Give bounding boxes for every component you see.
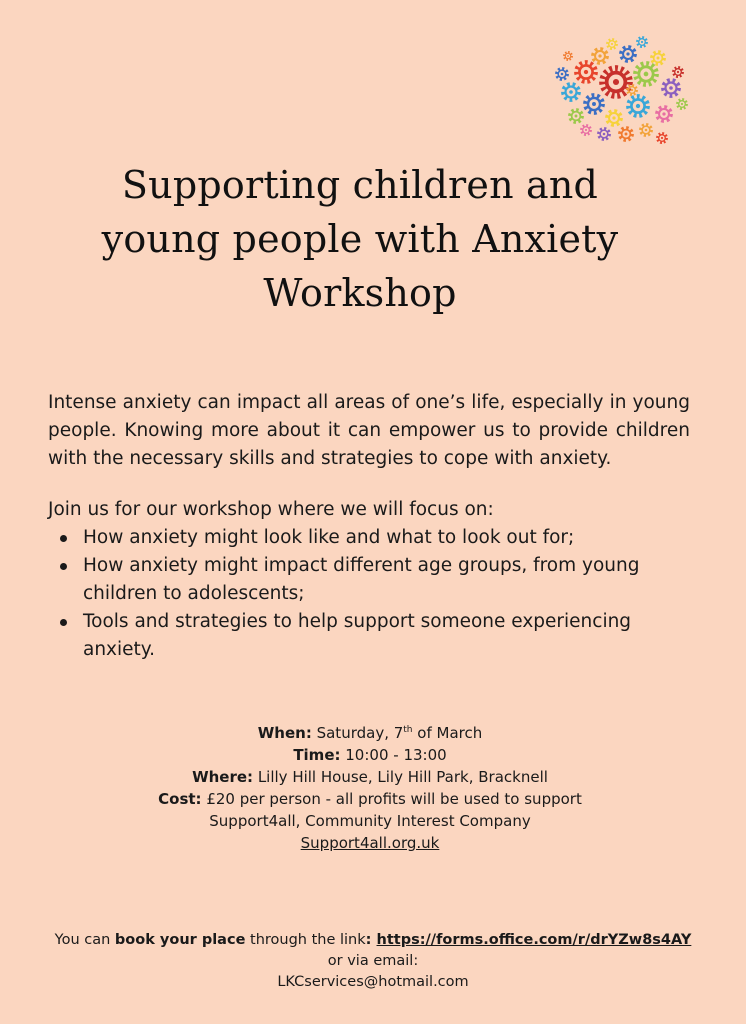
booking-bold: book your place	[114, 932, 246, 948]
booking-footer	[40, 930, 706, 993]
when-label: When:	[257, 724, 312, 742]
join-text: Join us for our workshop where we will focus on:	[48, 499, 494, 520]
intro-section	[48, 389, 690, 473]
list-item: How anxiety might look like and what to look out for;	[48, 524, 668, 552]
gear-hub	[636, 104, 640, 108]
booking-link[interactable]: https://forms.office.com/r/drYZw8s4AY	[376, 932, 692, 948]
where-row	[120, 766, 620, 788]
gear-hub	[657, 57, 660, 60]
booking-line	[40, 930, 706, 951]
gear-hub	[626, 52, 629, 55]
where-value: Lilly Hill House, Lily Hill Park, Bracknell	[253, 768, 548, 786]
where-label: Where:	[192, 768, 254, 786]
when-value: Saturday, 7	[311, 724, 404, 742]
gear-hub	[603, 133, 606, 136]
title-line-2: young people with Anxiety	[101, 217, 619, 261]
gear-hub	[611, 43, 613, 45]
cost-value: £20 per person - all profits will be used to support	[201, 790, 582, 808]
gear-hub	[677, 71, 679, 73]
page-title	[40, 158, 680, 320]
gear-hub	[569, 90, 573, 94]
gear-hub	[567, 55, 569, 57]
when-row	[120, 722, 620, 744]
booking-mid: through the link	[245, 932, 366, 948]
when-ordinal: th	[403, 725, 413, 735]
gear-hub	[644, 72, 649, 77]
gear-hub	[575, 115, 578, 118]
title-line-3: Workshop	[263, 271, 457, 315]
time-row	[120, 744, 620, 766]
cost-row-2: Support4all, Community Interest Company	[209, 812, 531, 830]
gear-hub	[625, 133, 628, 136]
time-label: Time:	[293, 746, 341, 764]
gear-hub	[681, 103, 683, 105]
gear-hub	[612, 116, 615, 119]
gear-hub	[585, 129, 587, 131]
gear-hub	[645, 129, 648, 132]
gear-hub	[613, 79, 619, 85]
title-line-1: Supporting children and	[121, 163, 599, 207]
focus-list	[48, 524, 668, 664]
gear-hub	[592, 102, 596, 106]
website-link[interactable]: Support4all.org.uk	[300, 834, 440, 852]
event-details	[120, 722, 620, 854]
list-item: Tools and strategies to help support someone experiencing anxiety.	[48, 608, 668, 664]
gear-hub	[641, 41, 643, 43]
gear-hub	[661, 137, 663, 139]
website-row	[120, 832, 620, 854]
gear-hub	[669, 86, 673, 90]
when-value-month: of March	[412, 724, 483, 742]
gear-hub	[561, 73, 564, 76]
cost-label: Cost:	[158, 790, 202, 808]
or-email-text: or via email:	[327, 953, 419, 969]
booking-pre: You can	[54, 932, 115, 948]
gear-hub	[584, 70, 588, 74]
gear-hub	[598, 54, 601, 57]
time-value: 10:00 - 13:00	[340, 746, 447, 764]
cost-row	[120, 788, 620, 810]
email-address: LKCservices@hotmail.com	[277, 974, 469, 990]
gear-brain-icon	[546, 34, 690, 154]
gear-hub	[662, 112, 665, 115]
list-item: How anxiety might impact different age groups, from young children to adolescents;	[48, 552, 668, 608]
gear-hub	[631, 89, 633, 91]
intro-paragraph: Intense anxiety can impact all areas of one’s life, especially in young people. Knowing more about it can empower us to provide children with the necessary skills and strategies to cope with anxiety.	[48, 392, 690, 469]
booking-colon: :	[365, 932, 377, 948]
